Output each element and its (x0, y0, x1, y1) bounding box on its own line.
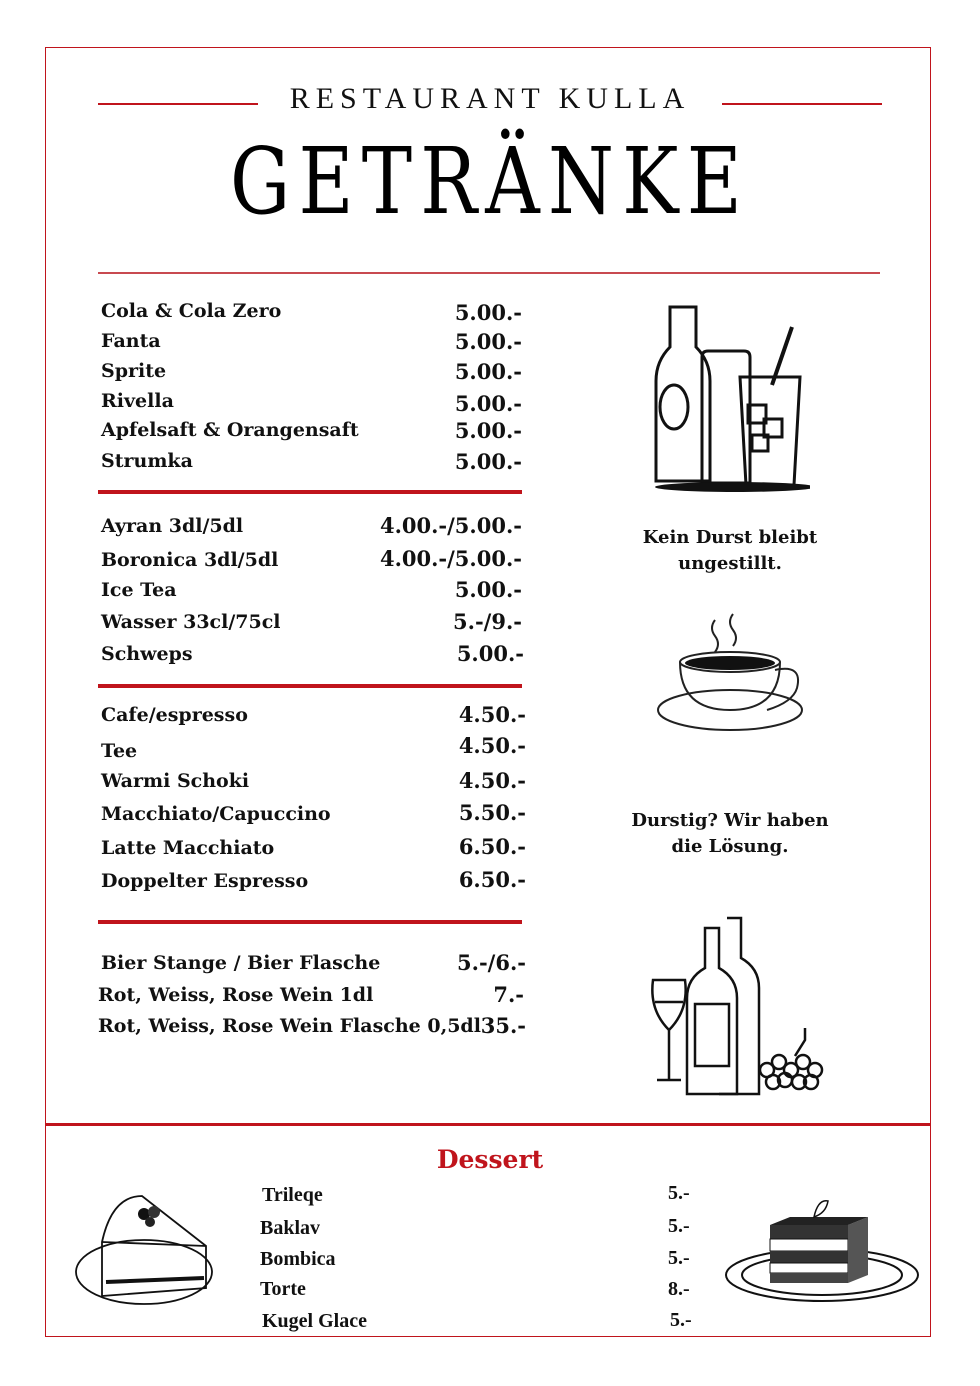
item-name: Strumka (101, 450, 193, 472)
item-price: 5.-/6.- (457, 950, 526, 975)
menu-item (101, 643, 193, 665)
section-divider (98, 684, 522, 688)
tiramisu-illustration (722, 1195, 922, 1305)
menu-item (101, 952, 380, 974)
item-name: Cola & Cola Zero (101, 300, 282, 322)
item-name: Warmi Schoki (101, 770, 250, 792)
item-name: Ice Tea (101, 579, 177, 601)
item-name: Apfelsaft & Orangensaft (101, 419, 359, 441)
item-price: 4.50.- (458, 733, 526, 758)
dessert-item-price: 5.- (668, 1215, 690, 1237)
dessert-item-price: 8.- (668, 1278, 690, 1300)
item-price: 5.00.- (454, 329, 522, 354)
menu-item (101, 515, 243, 537)
menu-item (101, 740, 137, 762)
dessert-heading: Dessert (436, 1145, 544, 1174)
dessert-divider (45, 1123, 931, 1126)
page-title: GETRÄNKE (230, 128, 750, 235)
item-price: 5.00.- (454, 418, 522, 443)
menu-item (101, 704, 248, 726)
tagline-line: die Lösung. (671, 836, 789, 857)
item-price: 35.- (480, 1013, 526, 1038)
soft-drinks-illustration (640, 295, 810, 495)
item-price: 5.00.- (454, 449, 522, 474)
dessert-item-name: Baklav (260, 1217, 321, 1239)
item-price: 7.- (493, 982, 524, 1007)
menu-item (101, 837, 274, 859)
menu-item (98, 984, 373, 1006)
item-name: Macchiato/Capuccino (101, 803, 331, 825)
tagline-line: ungestillt. (678, 553, 782, 574)
menu-item (101, 390, 174, 412)
item-name: Rivella (101, 390, 174, 412)
item-price: 5.00.- (454, 359, 522, 384)
item-name: Sprite (101, 360, 167, 382)
menu-item (101, 770, 249, 792)
item-price: 4.50.- (458, 702, 526, 727)
menu-item (101, 300, 281, 322)
tagline-line: Kein Durst bleibt (642, 527, 818, 548)
item-price: 5.00.- (454, 391, 522, 416)
section-divider (98, 920, 522, 924)
item-price: 5.00.- (454, 577, 522, 602)
coffee-cup-illustration (645, 610, 815, 760)
menu-item (101, 803, 331, 825)
item-name: Wasser 33cl/75cl (101, 611, 281, 633)
tagline-thirst (620, 525, 840, 577)
menu-item (101, 579, 177, 601)
wine-bottles-illustration (645, 910, 835, 1100)
item-name: Doppelter Espresso (101, 870, 309, 892)
dessert-item-name: Trileqe (262, 1184, 323, 1206)
item-price: 4.00.-/5.00.- (379, 546, 522, 571)
dessert-item-name: Kugel Glace (262, 1310, 367, 1332)
menu-item (101, 870, 308, 892)
dessert-item-price: 5.- (668, 1182, 690, 1204)
tagline-solution (620, 808, 840, 860)
item-name: Boronica 3dl/5dl (101, 549, 279, 571)
item-name: Fanta (101, 330, 161, 352)
item-name: Tee (101, 740, 138, 762)
item-name: Ayran 3dl/5dl (101, 515, 244, 537)
menu-item (101, 330, 161, 352)
section-divider (98, 490, 522, 494)
item-name: Schweps (101, 643, 193, 665)
dessert-item-price: 5.- (670, 1309, 692, 1331)
header-underline (98, 272, 880, 274)
item-price: 6.50.- (458, 867, 526, 892)
item-name: Rot, Weiss, Rose Wein 1dl (98, 984, 374, 1006)
menu-item (101, 419, 359, 441)
menu-item (101, 360, 166, 382)
item-name: Latte Macchiato (101, 837, 275, 859)
tagline-line: Durstig? Wir haben (631, 810, 829, 831)
menu-item (101, 611, 281, 633)
dessert-item-name: Bombica (260, 1248, 336, 1270)
dessert-item-price: 5.- (668, 1247, 690, 1269)
item-name: Bier Stange / Bier Flasche (101, 952, 381, 974)
item-price: 4.00.-/5.00.- (379, 513, 522, 538)
item-price: 5.50.- (458, 800, 526, 825)
item-price: 6.50.- (458, 834, 526, 859)
item-price: 5.00.- (456, 641, 524, 666)
item-price: 4.50.- (458, 768, 526, 793)
dessert-item-name: Torte (260, 1278, 306, 1300)
menu-item (101, 549, 278, 571)
item-price: 5.00.- (454, 300, 522, 325)
item-price: 5.-/9.- (453, 609, 522, 634)
restaurant-name (0, 82, 980, 116)
menu-item (101, 450, 193, 472)
item-name: Rot, Weiss, Rose Wein Flasche 0,5dl (98, 1015, 481, 1037)
cake-slice-illustration (72, 1192, 222, 1310)
restaurant-name-text: RESTAURANT KULLA (278, 82, 703, 115)
item-name: Cafe/espresso (101, 704, 248, 726)
